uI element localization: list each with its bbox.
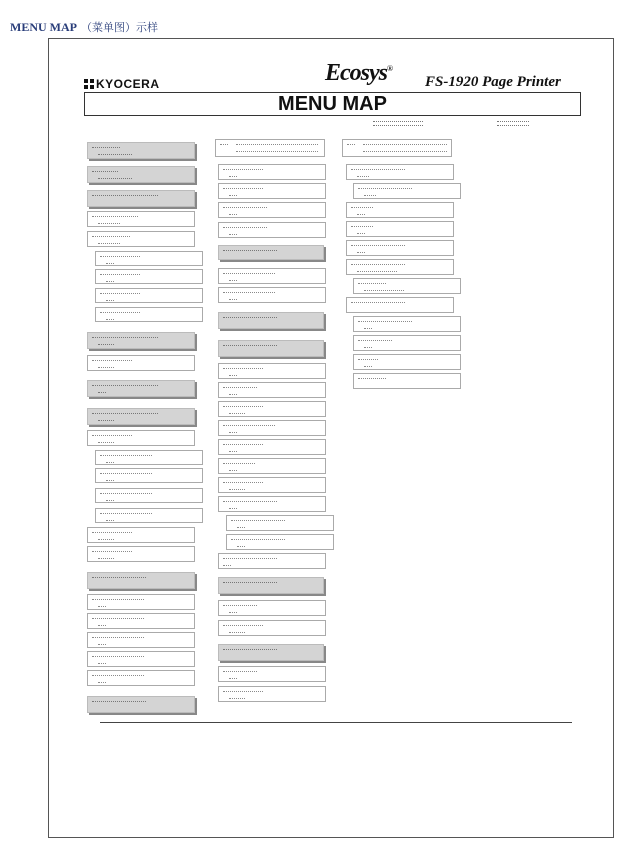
menu-item-box — [87, 430, 195, 446]
menu-item-box — [218, 222, 326, 238]
menu-subitem-box — [353, 373, 461, 389]
brand-name: KYOCERA — [96, 77, 160, 91]
menu-group-box — [87, 190, 195, 207]
series-name: Ecosys — [325, 60, 387, 86]
menu-item-box — [346, 202, 454, 218]
header-subtitle: （菜单图）示样 — [80, 21, 158, 34]
menu-item-box — [218, 382, 326, 398]
menu-root-box — [215, 139, 325, 157]
menu-subitem-box — [226, 515, 334, 531]
menu-item-box — [346, 164, 454, 180]
header-title: MENU MAP — [10, 20, 77, 34]
menu-item-box — [87, 527, 195, 543]
menu-item-box — [218, 420, 326, 436]
menu-map-heading: MENU MAP — [84, 92, 581, 116]
menu-item-box — [87, 231, 195, 247]
model-title: FS-1920 Page Printer — [425, 74, 561, 90]
menu-item-box — [87, 632, 195, 648]
menu-item-box — [218, 496, 326, 512]
menu-group-box — [87, 572, 195, 589]
menu-item-box — [218, 363, 326, 379]
document-header — [10, 19, 158, 35]
menu-subitem-box — [95, 468, 203, 483]
menu-subitem-box — [95, 488, 203, 503]
menu-item-box — [218, 439, 326, 455]
menu-subitem-box — [95, 307, 203, 322]
menu-item-box — [87, 651, 195, 667]
menu-item-box — [87, 594, 195, 610]
menu-item-box — [87, 355, 195, 371]
menu-item-box — [218, 287, 326, 303]
menu-item-box — [218, 183, 326, 199]
menu-item-box — [218, 553, 326, 569]
menu-item-box — [87, 211, 195, 227]
menu-subitem-box — [95, 450, 203, 465]
menu-subitem-box — [95, 288, 203, 303]
menu-group-box — [87, 408, 195, 425]
menu-group-box — [87, 332, 195, 349]
menu-item-box — [218, 666, 326, 682]
menu-subitem-box — [353, 278, 461, 294]
kyocera-logo — [84, 77, 160, 91]
kyocera-mark-icon — [84, 79, 94, 89]
menu-group-box — [218, 245, 324, 260]
menu-subitem-box — [95, 269, 203, 284]
menu-item-box — [346, 240, 454, 256]
menu-group-box — [87, 380, 195, 397]
menu-item-box — [346, 297, 454, 313]
menu-item-box — [218, 401, 326, 417]
legend-note — [373, 121, 423, 126]
menu-item-box — [87, 613, 195, 629]
menu-item-box — [346, 259, 454, 275]
menu-group-box — [218, 312, 324, 329]
menu-subitem-box — [353, 316, 461, 332]
menu-item-box — [218, 202, 326, 218]
menu-item-box — [218, 600, 326, 616]
menu-item-box — [218, 477, 326, 493]
ecosys-logo: Ecosys® — [325, 60, 392, 86]
menu-subitem-box — [95, 251, 203, 266]
menu-item-box — [218, 686, 326, 702]
menu-subitem-box — [353, 354, 461, 370]
menu-subitem-box — [353, 183, 461, 199]
menu-subitem-box — [226, 534, 334, 550]
menu-item-box — [218, 268, 326, 284]
menu-group-box — [87, 166, 195, 183]
menu-group-box — [87, 142, 195, 159]
menu-item-box — [218, 458, 326, 474]
menu-item-box — [346, 221, 454, 237]
menu-root-box — [342, 139, 452, 157]
menu-item-box — [87, 546, 195, 562]
footer-rule — [100, 722, 572, 723]
menu-item-box — [87, 670, 195, 686]
menu-item-box — [218, 164, 326, 180]
menu-group-box — [218, 644, 324, 661]
menu-subitem-box — [95, 508, 203, 523]
menu-subitem-box — [353, 335, 461, 351]
menu-item-box — [218, 620, 326, 636]
menu-group-box — [218, 577, 324, 594]
legend-note — [497, 121, 529, 126]
menu-group-box — [87, 696, 195, 713]
menu-group-box — [218, 340, 324, 357]
